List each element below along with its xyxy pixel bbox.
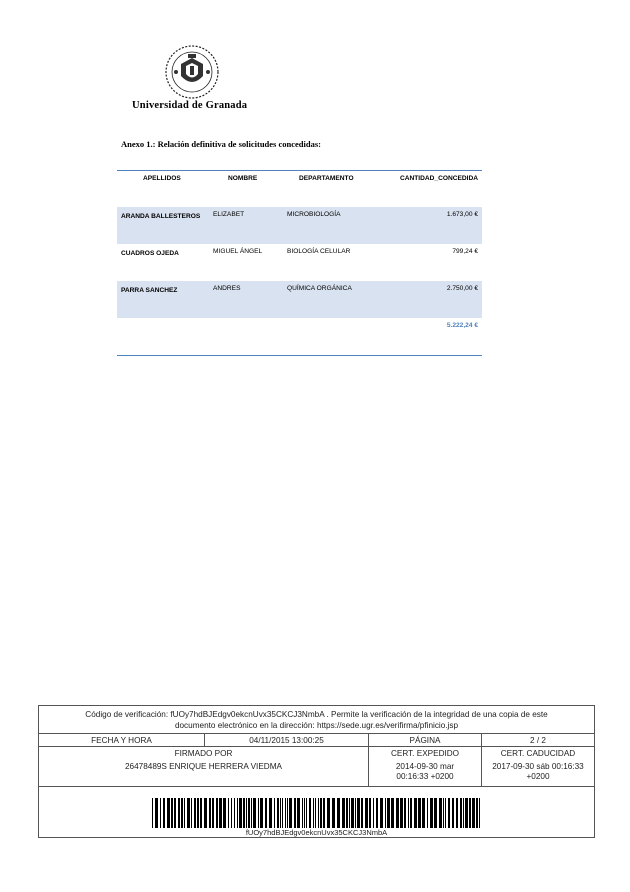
- cell-apellidos: PARRA SANCHEZ: [121, 287, 178, 294]
- verification-line-1: Código de verificación: fUOy7hdBJEdgv0ekcnUvx35CKCJ3NmbA . Permite la verificación de la integridad de una copia de este: [85, 710, 548, 719]
- cell-departamento: MICROBIOLOGÍA: [287, 211, 341, 218]
- header-departamento: DEPARTAMENTO: [299, 175, 354, 182]
- pagina-value: 2 / 2: [530, 736, 546, 745]
- cell-departamento: QUÍMICA ORGÁNICA: [287, 285, 352, 292]
- total-amount: 5.222,24 €: [446, 322, 478, 329]
- header-apellidos: APELLIDOS: [143, 175, 181, 182]
- cell-apellidos: CUADROS OJEDA: [121, 250, 179, 257]
- cert-caducidad-label: CERT. CADUCIDAD: [500, 749, 576, 758]
- university-name: Universidad de Granada: [132, 100, 248, 111]
- fecha-label: FECHA Y HORA: [91, 736, 152, 745]
- cell-apellidos: ARANDA BALLESTEROS: [121, 213, 201, 220]
- header-cantidad: CANTIDAD_CONCEDIDA: [399, 175, 478, 182]
- verification-line-2: documento electrónico en la dirección: https://sede.ugr.es/verifirma/pfinicio.jsp: [174, 721, 459, 730]
- divider: [39, 746, 594, 747]
- divider: [39, 786, 594, 787]
- fecha-value: 04/11/2015 13:00:25: [249, 736, 324, 745]
- barcode-code: fUOy7hdBJEdgv0ekcnUvx35CKCJ3NmbA: [245, 828, 388, 837]
- verification-box: [38, 705, 595, 838]
- firmado-label: FIRMADO POR: [174, 749, 233, 758]
- barcode-icon: [152, 798, 480, 828]
- cell-cantidad: 1.673,00 €: [446, 211, 478, 218]
- table-row: [117, 207, 482, 244]
- firmante-name: 26478489S ENRIQUE HERRERA VIEDMA: [125, 762, 282, 771]
- cell-nombre: ANDRES: [213, 285, 241, 292]
- annex-title: Anexo 1.: Relación definitiva de solicitudes concedidas:: [121, 139, 321, 149]
- header-nombre: NOMBRE: [228, 175, 258, 182]
- table-row: [117, 281, 482, 318]
- cell-departamento: BIOLOGÍA CELULAR: [287, 248, 351, 255]
- cert-caducidad-value: 2017-09-30 sáb 00:16:33 +0200: [492, 762, 584, 781]
- cell-cantidad: 799,24 €: [452, 248, 478, 255]
- cert-expedido-label: CERT. EXPEDIDO: [390, 749, 460, 758]
- cell-nombre: MIGUEL ÁNGEL: [213, 248, 263, 255]
- cell-nombre: ELIZABET: [213, 211, 245, 218]
- university-crest-icon: [164, 44, 220, 100]
- divider: [39, 733, 594, 734]
- pagina-label: PÁGINA: [409, 736, 441, 745]
- table-total-row: [117, 318, 482, 356]
- cell-cantidad: 2.750,00 €: [446, 285, 478, 292]
- grants-table: [117, 170, 482, 356]
- cert-expedido-value: 2014-09-30 mar 00:16:33 +0200: [395, 762, 455, 781]
- verification-text: [39, 709, 594, 731]
- table-row: [117, 244, 482, 281]
- table-header: [117, 170, 482, 207]
